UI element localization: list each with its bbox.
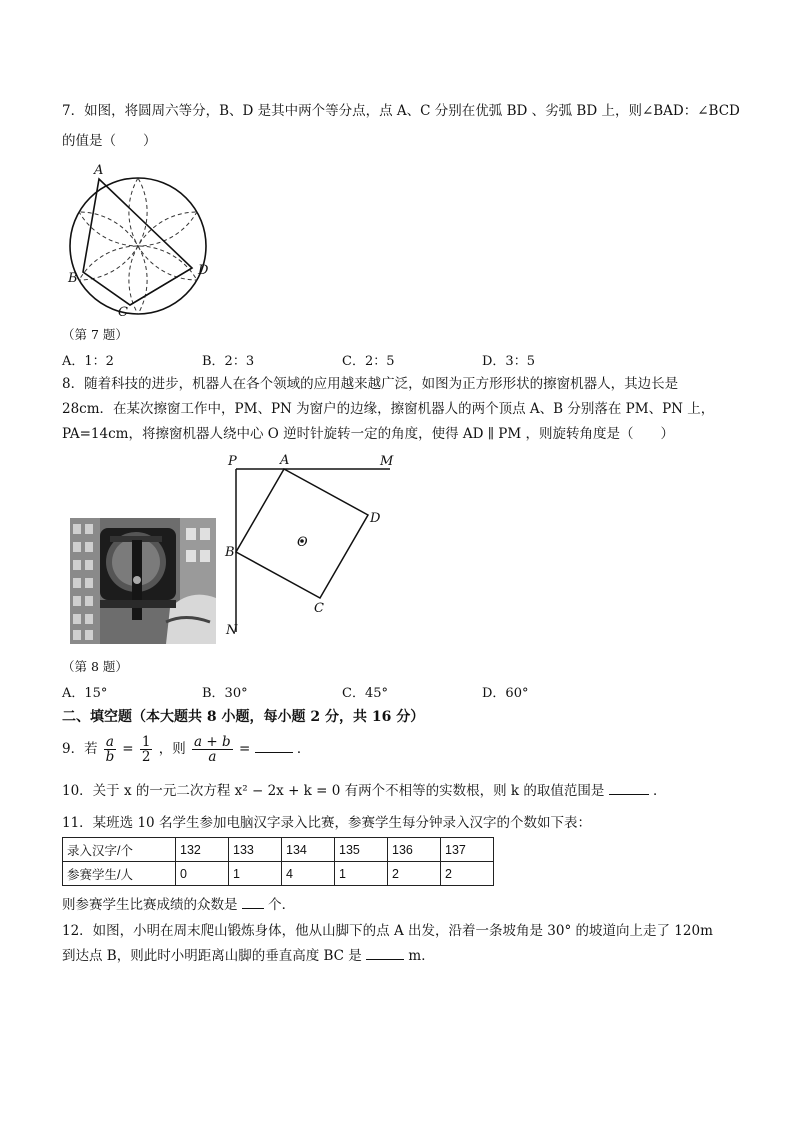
q7-caption: （第 7 题） (62, 327, 128, 342)
table-cell: 4 (282, 862, 335, 886)
table-cell: 2 (388, 862, 441, 886)
robot-square (236, 469, 368, 598)
q7-line1: 7．如图，将圆周六等分，B、D 是其中两个等分点，点 A、C 分别在优弧 BD 、劣弧 BD 上，则∠BAD：∠BCD (62, 103, 740, 119)
q8-label-o: O (297, 535, 308, 550)
q7-option-a: A．1：2 (62, 354, 114, 369)
q8-label-d: D (370, 511, 381, 526)
q8-option-a: A．15° (62, 686, 108, 701)
q8-label-b: B (225, 545, 235, 560)
table-cell: 132 (176, 838, 229, 862)
q11-answer-blank[interactable] (242, 908, 264, 909)
q8-label-p: P (228, 454, 237, 469)
table-header-cell: 录入汉字/个 (63, 838, 176, 862)
q7-label-b: B (68, 271, 78, 286)
q12-line1: 12．如图，小明在周末爬山锻炼身体，他从山脚下的点 A 出发，沿着一条坡角是 30° 的坡道向上走了 120m (62, 923, 713, 939)
q11-after (62, 895, 295, 915)
q7-dashed-petals (58, 158, 228, 318)
table-row (63, 838, 494, 862)
q8-label-a: A (280, 453, 290, 468)
q11-after-prefix: 则参赛学生比赛成绩的众数是 (62, 897, 238, 913)
q8-line1: 8．随着科技的进步，机器人在各个领域的应用越来越广泛，如图为正方形形状的擦窗机器人，其边长是 (62, 376, 679, 392)
q9-prefix: 9．若 (62, 741, 98, 757)
q7-quadrilateral (83, 179, 192, 305)
section-heading: 二、填空题（本大题共 8 小题，每小题 2 分，共 16 分） (62, 709, 425, 725)
q7-option-b: B．2：3 (202, 354, 255, 369)
q10-text: 10．关于 x 的一元二次方程 x² − 2x + k = 0 有两个不相等的实数根，则 k 的取值范围是 (62, 783, 605, 799)
q8-option-b: B．30° (202, 686, 248, 701)
q12-line2 (62, 946, 435, 966)
q8-caption: （第 8 题） (62, 659, 128, 674)
table-cell: 134 (282, 838, 335, 862)
q12-answer-blank[interactable] (366, 959, 404, 960)
q7-figure (58, 158, 228, 318)
q8-figure (222, 450, 402, 642)
q9-answer-blank[interactable] (255, 752, 293, 753)
q8-label-m: M (380, 454, 394, 469)
q8-line3: PA=14cm，将擦窗机器人绕中心 O 逆时针旋转一定的角度，使得 AD ∥ PM ，则旋转角度是（ ） (62, 426, 674, 442)
q12-line2-suffix: m． (408, 948, 435, 964)
q7-label-a: A (94, 163, 104, 178)
q7-option-c: C．2：5 (342, 354, 395, 369)
q8-label-c: C (314, 601, 324, 616)
table-row (63, 862, 494, 886)
q7-option-d: D．3：5 (482, 354, 535, 369)
q9-fraction-sum: $\frac{a + b}{a}$ (194, 734, 231, 765)
q9-equals: = (122, 741, 134, 757)
table-cell: 2 (441, 862, 494, 886)
table-cell: 0 (176, 862, 229, 886)
q11-after-suffix: 个． (268, 897, 296, 913)
q9-fraction-a-over-b: $\frac{a}{b}$ (105, 734, 115, 765)
q10 (62, 781, 667, 801)
q8-option-c: C．45° (342, 686, 388, 701)
table-cell: 135 (335, 838, 388, 862)
q7-line2: 的值是（ ） (62, 133, 157, 149)
table-cell: 1 (229, 862, 282, 886)
q8-label-n: N (226, 623, 238, 638)
q9 (62, 732, 310, 766)
table-header-cell: 参赛学生/人 (63, 862, 176, 886)
q8-line2: 28cm．在某次擦窗工作中，PM、PN 为窗户的边缘，擦窗机器人的两个顶点 A、B 分别落在 PM、PN 上， (62, 401, 715, 417)
q7-label-d: D (198, 263, 209, 278)
q7-label-c: C (118, 305, 128, 318)
q9-fraction-half: $\frac{1}{2}$ (141, 734, 151, 765)
q8-option-d: D．60° (482, 686, 529, 701)
q10-end: ． (653, 783, 667, 799)
q9-suffix: = (238, 741, 251, 757)
q11-text: 11．某班选 10 名学生参加电脑汉字录入比赛，参赛学生每分钟录入汉字的个数如下表： (62, 815, 591, 831)
table-cell: 137 (441, 838, 494, 862)
table-cell: 1 (335, 862, 388, 886)
robot-photo (70, 518, 216, 644)
table-cell: 136 (388, 838, 441, 862)
table-cell: 133 (229, 838, 282, 862)
q9-end: ． (296, 741, 311, 757)
q9-mid: ，则 (158, 741, 186, 757)
q10-answer-blank[interactable] (609, 794, 649, 795)
q11-table (62, 837, 494, 886)
q12-line2-prefix: 到达点 B，则此时小明距离山脚的垂直高度 BC 是 (62, 948, 362, 964)
